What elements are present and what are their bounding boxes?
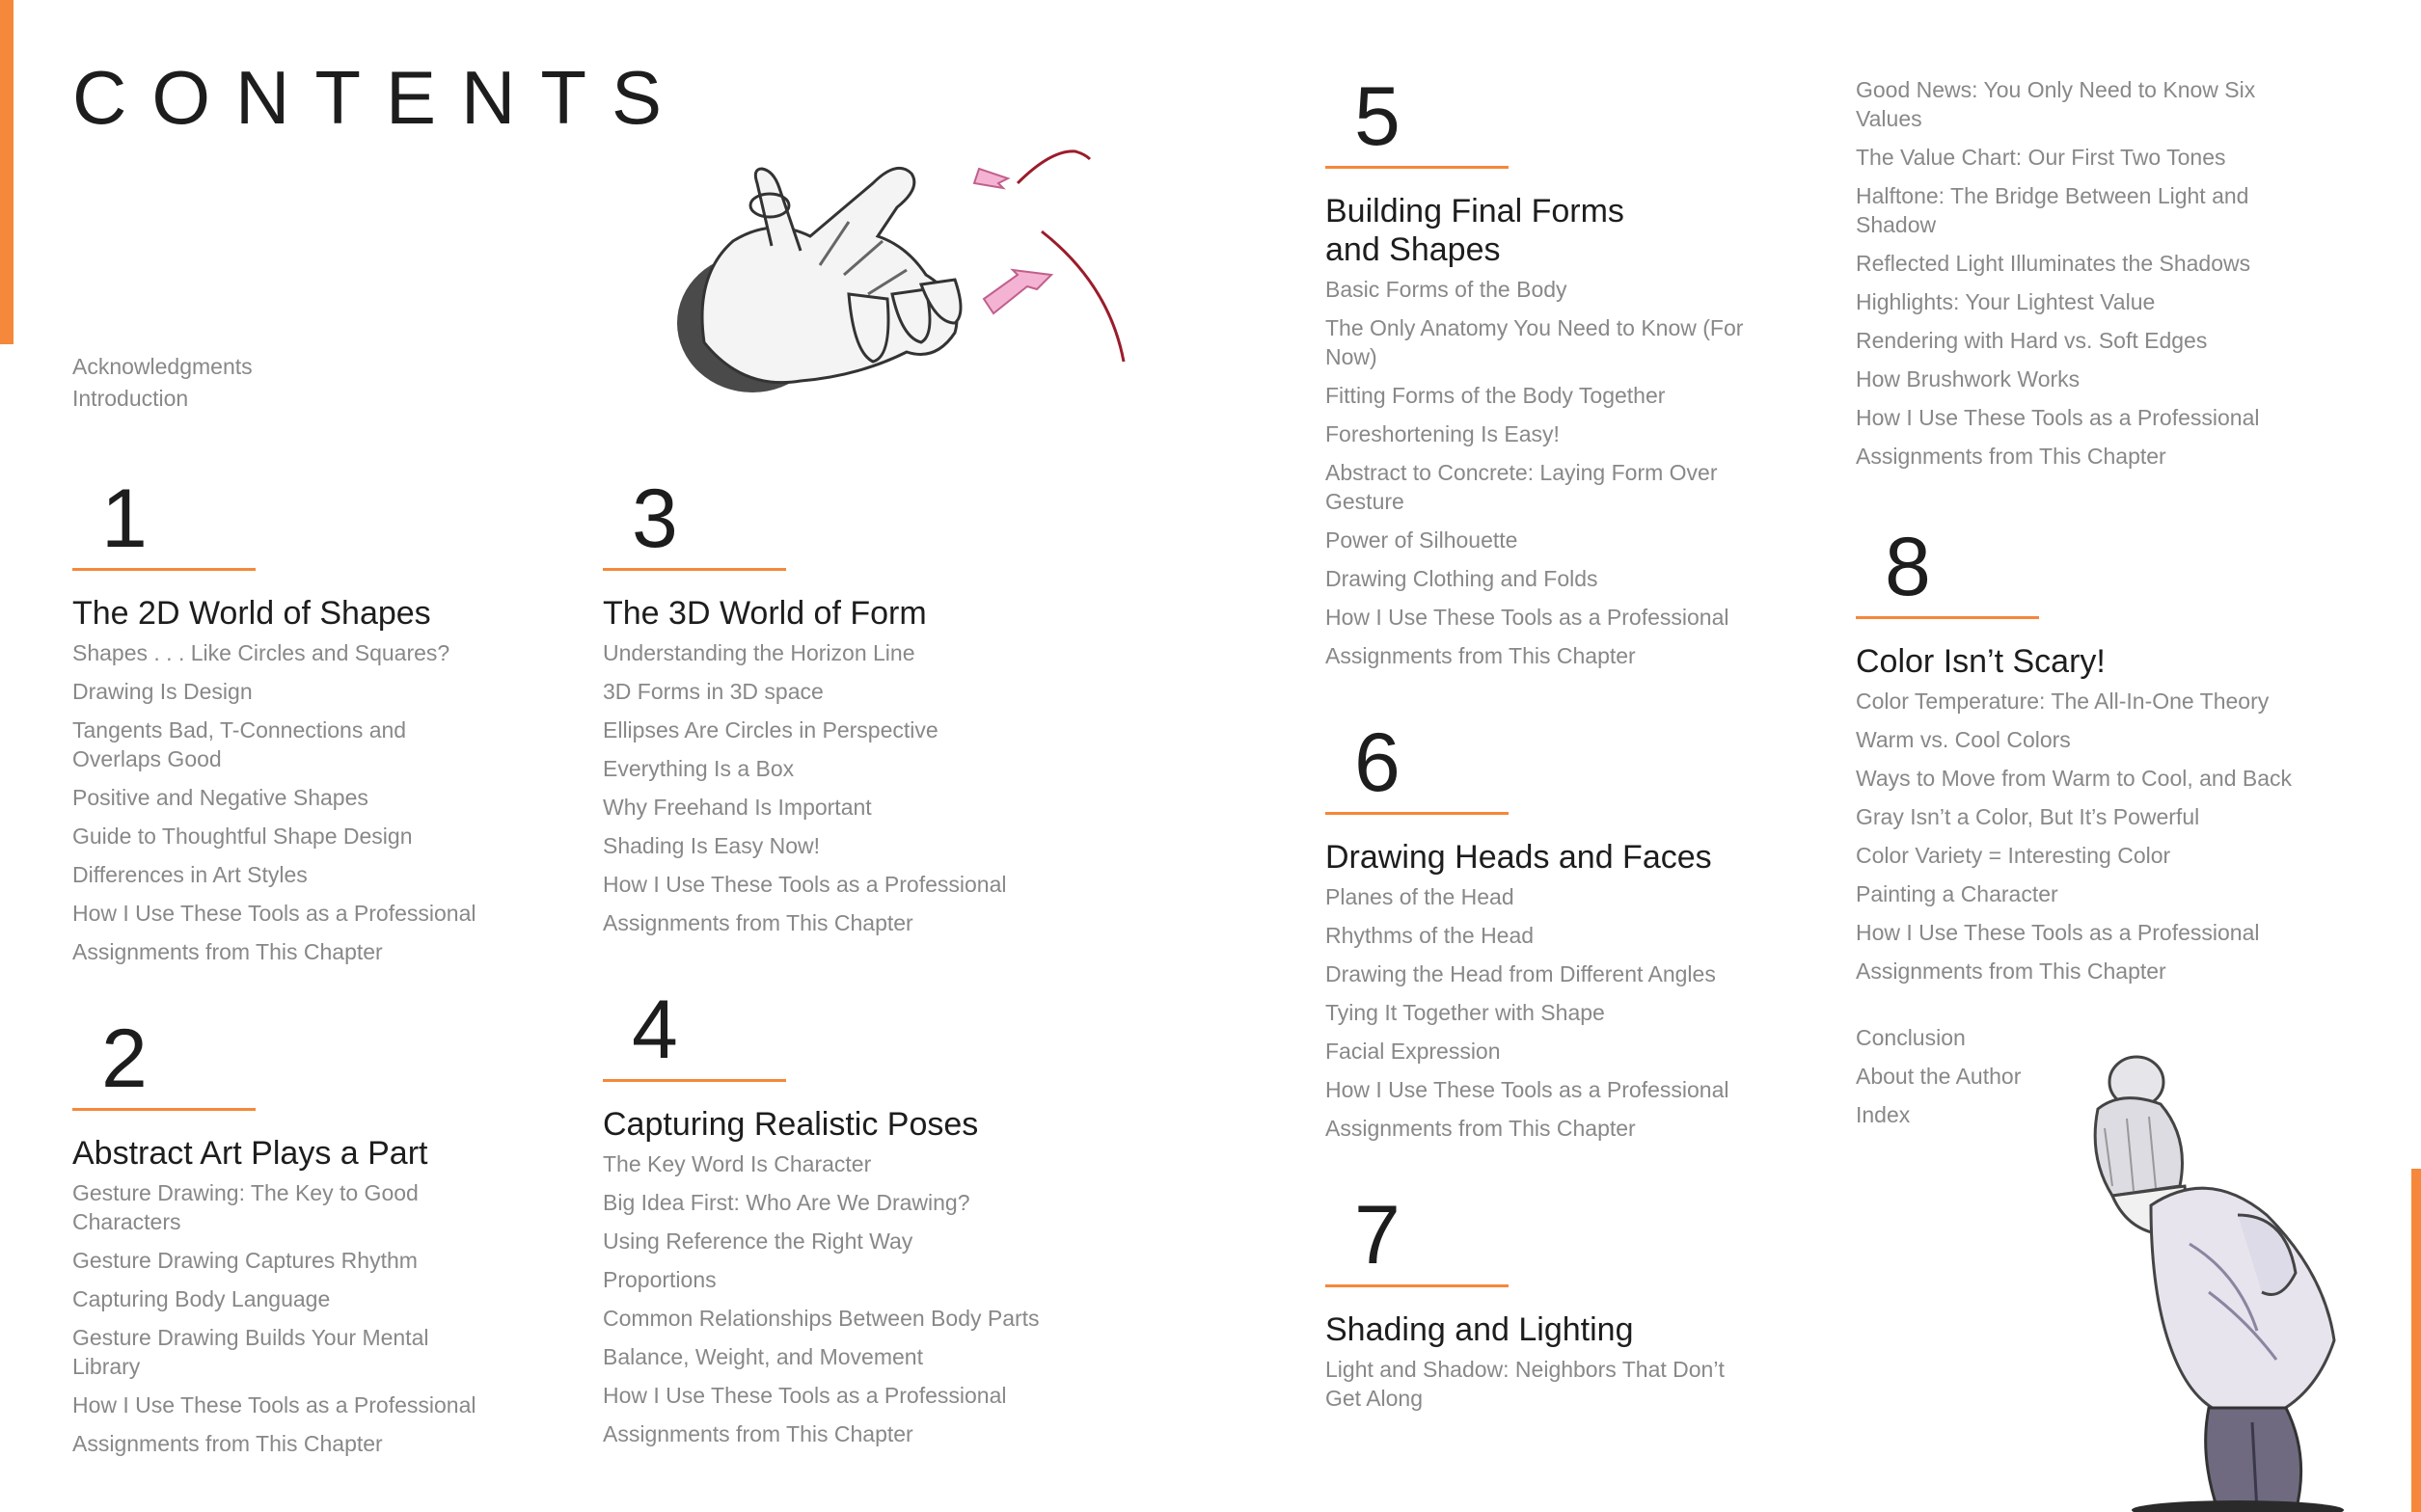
toc-entry[interactable]: The Only Anatomy You Need to Know (For Now) (1325, 315, 1744, 369)
toc-entry[interactable]: Guide to Thoughtful Shape Design (72, 824, 413, 849)
toc-entry[interactable]: Gesture Drawing Captures Rhythm (72, 1248, 418, 1273)
toc-entry[interactable]: Common Relationships Between Body Parts (603, 1306, 1040, 1331)
chapter-number: 6 (1354, 716, 1401, 809)
toc-entry[interactable]: Shapes . . . Like Circles and Squares? (72, 640, 450, 665)
chapter-8 (1856, 521, 2338, 995)
toc-entry[interactable]: 3D Forms in 3D space (603, 679, 824, 704)
chapter-title[interactable]: Capturing Realistic Poses (603, 1106, 979, 1143)
toc-entry[interactable]: Why Freehand Is Important (603, 795, 872, 820)
toc-entry[interactable]: How I Use These Tools as a Professional (603, 872, 1007, 897)
toc-entry[interactable]: Assignments from This Chapter (1325, 643, 1636, 668)
toc-entry[interactable]: Painting a Character (1856, 881, 2058, 906)
front-matter (72, 351, 253, 415)
chapter-1 (72, 472, 555, 976)
toc-entry[interactable]: Highlights: Your Lightest Value (1856, 289, 2156, 314)
toc-entry[interactable]: Rhythms of the Head (1325, 923, 1535, 948)
toc-entry[interactable]: Gesture Drawing: The Key to Good Characters (72, 1180, 419, 1234)
left-accent-bar (0, 0, 14, 344)
toc-entry-index[interactable]: Index (1856, 1102, 1911, 1127)
toc-entry[interactable]: How I Use These Tools as a Professional (1325, 1077, 1729, 1102)
toc-entry[interactable]: Assignments from This Chapter (1325, 1116, 1636, 1141)
chapter-rule (1856, 616, 2039, 619)
chapter-title[interactable]: Shading and Lighting (1325, 1311, 1634, 1348)
chapter-4 (603, 984, 1085, 1458)
chapter-5 (1325, 70, 1808, 680)
toc-entry[interactable]: How I Use These Tools as a Professional (72, 1392, 476, 1418)
toc-entry[interactable]: Fitting Forms of the Body Together (1325, 383, 1666, 408)
toc-entry[interactable]: Assignments from This Chapter (1856, 444, 2166, 469)
toc-entry[interactable]: Light and Shadow: Neighbors That Don’t Get Along (1325, 1357, 1725, 1411)
toc-entry[interactable]: Shading Is Easy Now! (603, 833, 821, 858)
chapter-rule (603, 1079, 786, 1082)
toc-entry[interactable]: Color Variety = Interesting Color (1856, 843, 2171, 868)
character-sketch-illustration (2045, 1051, 2382, 1512)
toc-entry[interactable]: Drawing the Head from Different Angles (1325, 961, 1716, 986)
chapter-7-continued (1856, 75, 2271, 480)
toc-entry[interactable]: Assignments from This Chapter (72, 939, 383, 964)
chapter-rule (72, 1108, 256, 1111)
chapter-3 (603, 472, 1085, 947)
toc-entry[interactable]: Warm vs. Cool Colors (1856, 727, 2071, 752)
toc-entry-acknowledgments[interactable]: Acknowledgments (72, 354, 253, 379)
toc-entry[interactable]: Foreshortening Is Easy! (1325, 421, 1560, 446)
toc-entry[interactable]: Gesture Drawing Builds Your Mental Library (72, 1325, 429, 1379)
chapter-number: 8 (1885, 521, 1931, 613)
toc-entry[interactable]: Ellipses Are Circles in Perspective (603, 717, 938, 742)
toc-entry[interactable]: How I Use These Tools as a Professional (603, 1383, 1007, 1408)
toc-entry[interactable]: Color Temperature: The All-In-One Theory (1856, 688, 2270, 714)
chapter-rule (72, 568, 256, 571)
toc-entry[interactable]: Differences in Art Styles (72, 862, 308, 887)
toc-entry[interactable]: Capturing Body Language (72, 1286, 331, 1311)
toc-entry[interactable]: Tangents Bad, T-Connections and Overlaps Good (72, 717, 407, 771)
toc-entry-about-the-author[interactable]: About the Author (1856, 1064, 2022, 1089)
toc-entry-introduction[interactable]: Introduction (72, 386, 189, 411)
chapter-rule (1325, 1284, 1509, 1287)
chapter-title[interactable]: Drawing Heads and Faces (1325, 839, 1712, 876)
toc-entry[interactable]: The Key Word Is Character (603, 1151, 872, 1176)
toc-entry[interactable]: Understanding the Horizon Line (603, 640, 915, 665)
end-matter (1856, 1018, 2021, 1134)
chapter-number: 1 (101, 472, 148, 565)
toc-entry-conclusion[interactable]: Conclusion (1856, 1025, 1966, 1050)
toc-entry[interactable]: Assignments from This Chapter (1856, 958, 2166, 984)
right-accent-bar (2411, 1169, 2421, 1512)
toc-entry[interactable]: Basic Forms of the Body (1325, 277, 1567, 302)
toc-entry[interactable]: Good News: You Only Need to Know Six Values (1856, 77, 2256, 131)
hand-sketch-illustration (666, 130, 1138, 419)
toc-entry[interactable]: Tying It Together with Shape (1325, 1000, 1605, 1025)
chapter-number: 3 (632, 472, 678, 565)
toc-entry[interactable]: Assignments from This Chapter (603, 1421, 913, 1446)
chapter-title[interactable]: The 3D World of Form (603, 595, 927, 632)
toc-entry[interactable]: How I Use These Tools as a Professional (1856, 405, 2260, 430)
toc-entry[interactable]: Power of Silhouette (1325, 527, 1518, 553)
chapter-number: 7 (1354, 1189, 1401, 1282)
toc-entry[interactable]: How I Use These Tools as a Professional (1856, 920, 2260, 945)
toc-entry[interactable]: Drawing Is Design (72, 679, 253, 704)
chapter-rule (1325, 166, 1509, 169)
toc-entry[interactable]: Balance, Weight, and Movement (603, 1344, 923, 1369)
chapter-6 (1325, 716, 1808, 1152)
chapter-rule (1325, 812, 1509, 815)
toc-entry[interactable]: Ways to Move from Warm to Cool, and Back (1856, 766, 2293, 791)
toc-entry[interactable]: Proportions (603, 1267, 717, 1292)
toc-entry[interactable]: Reflected Light Illuminates the Shadows (1856, 251, 2251, 276)
chapter-title[interactable]: Building Final Forms and Shapes (1325, 193, 1624, 268)
toc-entry[interactable]: The Value Chart: Our First Two Tones (1856, 145, 2226, 170)
toc-entry[interactable]: Positive and Negative Shapes (72, 785, 368, 810)
chapter-number: 2 (101, 1012, 148, 1105)
toc-entry[interactable]: Facial Expression (1325, 1039, 1501, 1064)
toc-entry[interactable]: Rendering with Hard vs. Soft Edges (1856, 328, 2208, 353)
toc-entry[interactable]: Planes of the Head (1325, 884, 1514, 909)
chapter-number: 5 (1354, 70, 1401, 163)
chapter-title[interactable]: Abstract Art Plays a Part (72, 1135, 428, 1172)
chapter-title[interactable]: The 2D World of Shapes (72, 595, 431, 632)
toc-entry[interactable]: Assignments from This Chapter (603, 910, 913, 935)
toc-entry[interactable]: Gray Isn’t a Color, But It’s Powerful (1856, 804, 2200, 829)
toc-entry[interactable]: Halftone: The Bridge Between Light and Shadow (1856, 183, 2249, 237)
toc-entry[interactable]: Assignments from This Chapter (72, 1431, 383, 1456)
toc-entry[interactable]: How I Use These Tools as a Professional (1325, 605, 1729, 630)
toc-entry[interactable]: How Brushwork Works (1856, 366, 2081, 392)
chapter-number: 4 (632, 984, 678, 1076)
chapter-2 (72, 1012, 555, 1468)
toc-entry[interactable]: Big Idea First: Who Are We Drawing? (603, 1190, 970, 1215)
toc-entry[interactable]: Drawing Clothing and Folds (1325, 566, 1598, 591)
toc-entry[interactable]: Using Reference the Right Way (603, 1228, 913, 1254)
toc-entry[interactable]: Everything Is a Box (603, 756, 795, 781)
page-title: CONTENTS (72, 55, 687, 140)
toc-entry[interactable]: How I Use These Tools as a Professional (72, 901, 476, 926)
chapter-7 (1325, 1189, 1808, 1422)
toc-entry[interactable]: Abstract to Concrete: Laying Form Over Gesture (1325, 460, 1718, 514)
chapter-rule (603, 568, 786, 571)
chapter-title[interactable]: Color Isn’t Scary! (1856, 643, 2106, 680)
